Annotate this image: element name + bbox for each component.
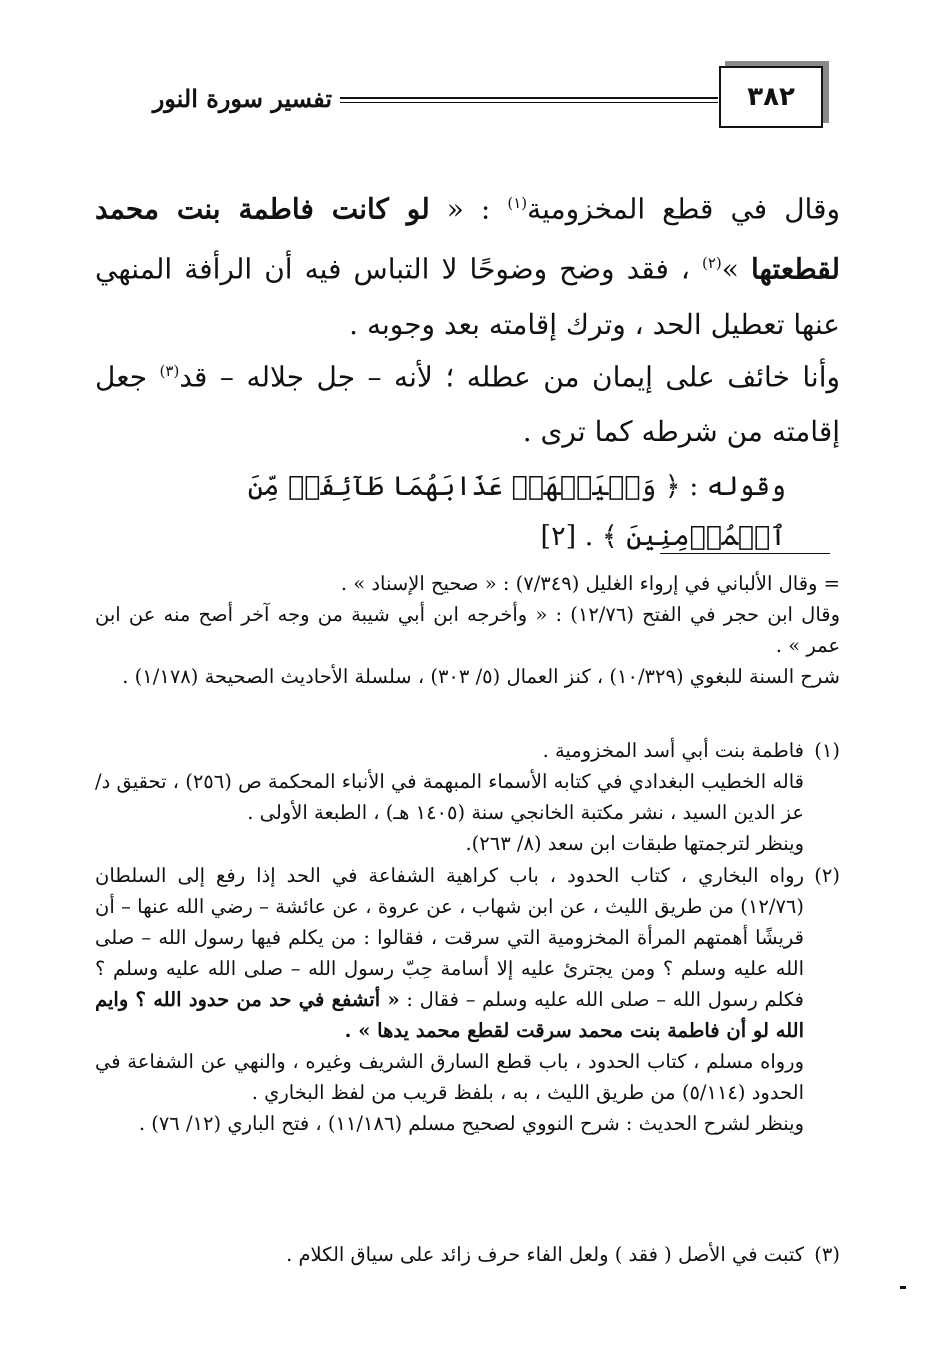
header-rule [340,97,718,99]
footnote-continuation-2: وقال ابن حجر في الفتح (١٢/٧٦) : « وأخرجه ابن أبي شيبة من وجه آخر أصح منه عن ابن عمر » . [95,603,840,657]
footnote-continuation-1: = وقال الألباني في إرواء الغليل (٧/٣٤٩) : « صحيح الإسناد » . [340,572,840,595]
footnote-2-muslim: ورواه مسلم ، كتاب الحدود ، باب قطع السارق الشريف وغيره ، والنهي عن الشفاعة في الحدود (٥/١١٤) من طريق الليث ، به ، بلفظ قريب من لفظ البخاري . [95,1050,804,1104]
hadith-quote: لو كانت فاطمة بنت محمد لقطعتها [95,192,840,286]
body-paragraph-2 [95,344,840,459]
quran-verse-line [86,462,786,562]
footnote-2-text: رواه البخاري ، كتاب الحدود ، باب كراهية الشفاعة في الحد إذا رفع إلى السلطان (١٢/٧٦) من طريق الليث ، عن ابن شهاب ، عن عروة ، عن عائشة – رضي الله عنها – أن قريشًا أهمتهم المرأة المخزومية التي سرقت ، فقالوا : من يكلم فيها رسول الله – صلى الله عليه وسلم ؟ ومن يجترئ عليه إلا أسامة حِبّ رسول الله – صلى الله عليه وسلم ؟ فكلم رسول الله – صلى الله عليه وسلم – فقال : [95,864,804,1011]
verse-intro: وقوله : ﴿ [656,471,786,502]
footnote-2-hadith: « أتشفع في حد من حدود الله ؟ وايم الله لو أن فاطمة بنت محمد سرقت لقطع محمد يدها » . [95,988,804,1042]
p2-text-a: وأنا خائف على إيمان من عطله ؛ لأنه – جل جلاله – قد [179,360,841,394]
footnote-ref-3[interactable]: (٣) [159,362,180,380]
verse-text: وَلۡيَشۡهَدۡ عَذَابَهُمَا طَآئِفَةٞ مِّنَ ٱلۡمُؤۡمِنِينَ [247,471,786,552]
footnote-ref-1[interactable]: (١) [507,194,528,212]
footnote-1 [95,735,840,859]
footnote-3-text: كتبت في الأصل ( فقد ) ولعل الفاء حرف زائد على سياق الكلام . [286,1243,804,1266]
p1-text-c: » [721,252,751,286]
footnote-2 [95,860,840,1139]
footnote-2-number: (٢) [814,864,840,887]
verse-ref: ﴾ . [٢] [540,521,627,552]
header-rule-thin [340,102,718,103]
p1-text-b: : « [429,192,508,226]
footnote-separator [660,553,830,554]
footnote-1-line-c: وينظر لترجمتها طبقات ابن سعد (٨/ ٢٦٣). [465,832,804,855]
footnote-3 [95,1239,840,1270]
body-paragraph-1 [95,176,840,352]
page-number-box [719,66,823,128]
running-title: تفسير سورة النور [152,84,332,113]
footnote-1-line-b: قاله الخطيب البغدادي في كتابه الأسماء المبهمة في الأنباء المحكمة ص (٢٥٦) ، تحقيق د/عز الدين السيد ، نشر مكتبة الخانجي سنة (١٤٠٥ هـ) ، الطبعة الأولى . [95,770,804,824]
footnote-continuation-3: شرح السنة للبغوي (١٠/٣٢٩) ، كنز العمال (٥/ ٣٠٣) ، سلسلة الأحاديث الصحيحة (١/١٧٨) . [122,665,840,688]
footnote-ref-2[interactable]: (٢) [701,254,722,273]
scan-mark [900,1286,906,1289]
p1-text-a: وقال في قطع المخزومية [527,192,840,226]
p2-text-b: جعل إقامته من شرطه كما ترى . [95,360,840,449]
footnote-1-number: (١) [814,739,840,762]
page-number: ٣٨٢ [747,82,795,112]
footnote-3-number: (٣) [814,1243,840,1266]
footnote-2-sharh: وينظر لشرح الحديث : شرح النووي لصحيح مسلم (١١/١٨٦) ، فتح الباري (١٢/ ٧٦) . [138,1112,804,1135]
footnote-1-line-a: فاطمة بنت أبي أسد المخزومية . [542,739,804,762]
p1-text-d: ، فقد وضح وضوحًا لا التباس فيه أن الرأفة المنهي عنها تعطيل الحد ، وترك إقامته بعد وجوبه . [95,252,840,341]
